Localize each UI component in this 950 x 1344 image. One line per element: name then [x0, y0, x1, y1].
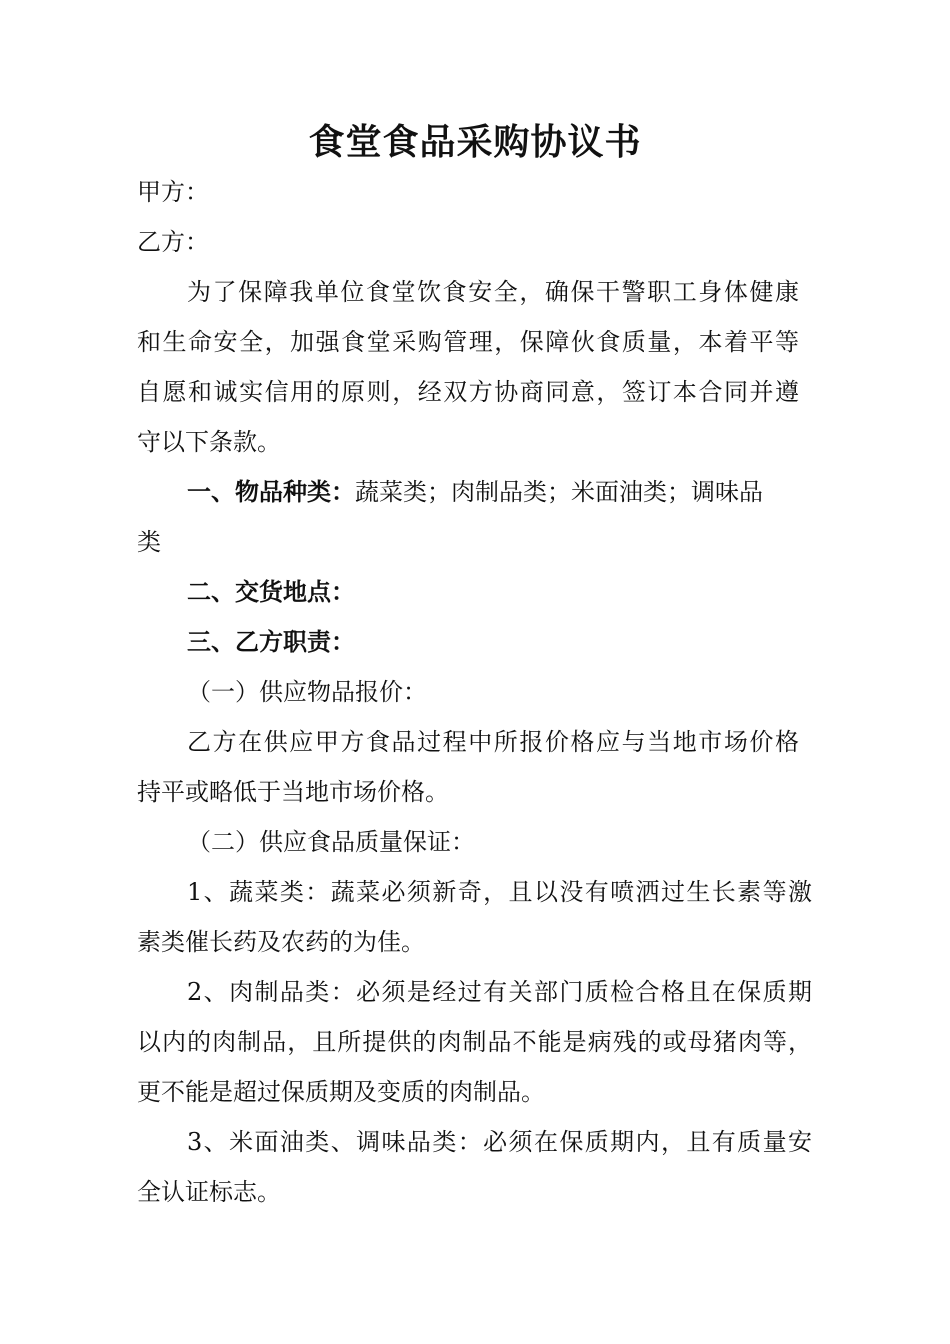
intro-line: 为了保障我单位食堂饮食安全，确保干警职工身体健康 [187, 278, 799, 306]
subsection-1-line: 持平或略低于当地市场价格。 [137, 778, 449, 806]
section-1-paragraph [187, 467, 799, 517]
subsection-1-line: 乙方在供应甲方食品过程中所报价格应与当地市场价格 [187, 728, 799, 756]
party-a-label: 甲方： [137, 178, 209, 206]
item-1-line: 1、蔬菜类：蔬菜必须新奇，且以没有喷洒过生长素等激 [187, 878, 812, 906]
section-2-heading: 二、交货地点： [187, 577, 355, 606]
intro-line: 自愿和诚实信用的原则，经双方协商同意，签订本合同并遵 [137, 378, 799, 406]
section-3-heading: 三、乙方职责： [187, 627, 355, 656]
item-1-line: 素类催长药及农药的为佳。 [137, 928, 425, 956]
section-1-text: 蔬菜类；肉制品类；米面油类；调味品 [355, 478, 763, 506]
intro-line: 和生命安全，加强食堂采购管理，保障伙食质量，本着平等 [137, 328, 799, 356]
intro-line: 守以下条款。 [137, 428, 281, 456]
item-3-line: 3、米面油类、调味品类：必须在保质期内，且有质量安 [187, 1128, 812, 1156]
section-1-text-continued: 类 [137, 528, 161, 556]
item-3-line: 全认证标志。 [137, 1178, 281, 1206]
section-1-heading: 一、物品种类： [187, 477, 355, 506]
party-b-label: 乙方： [137, 228, 209, 256]
item-2-line: 2、肉制品类：必须是经过有关部门质检合格且在保质期 [187, 978, 812, 1006]
item-2-line: 以内的肉制品，且所提供的肉制品不能是病残的或母猪肉等， [137, 1028, 812, 1056]
item-2-line: 更不能是超过保质期及变质的肉制品。 [137, 1078, 545, 1106]
subsection-2-heading: （二）供应食品质量保证： [187, 828, 475, 856]
document-title: 食堂食品采购协议书 [308, 121, 642, 163]
subsection-1-heading: （一）供应物品报价： [187, 678, 427, 706]
